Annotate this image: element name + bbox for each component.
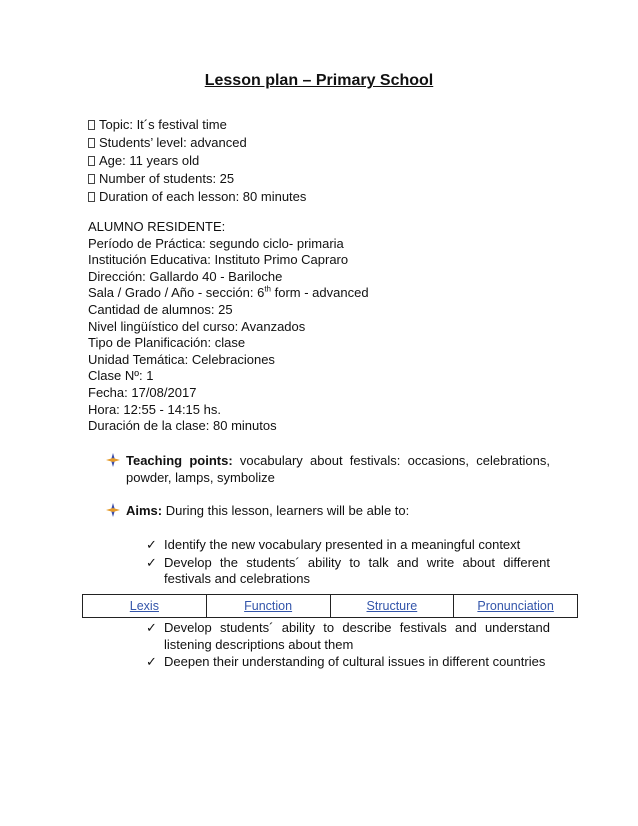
language-focus-table [82,594,578,618]
checkmark-icon: ✓ [146,537,157,552]
table-header-lexis: Lexis [83,595,207,618]
resident-info-block [88,219,369,435]
checkmark-icon: ✓ [146,554,157,570]
info-direccion: Dirección: Gallardo 40 - Bariloche [88,268,283,284]
info-clase: Clase Nº: 1 [88,368,154,384]
info-cantidad: Cantidad de alumnos: 25 [88,301,233,317]
missing-glyph-icon [88,156,95,166]
list-item: ✓ Deepen their understanding of cultural issues in different countries [146,654,546,669]
info-institucion: Institución Educativa: Instituto Primo Capraro [88,252,349,268]
table-header-function: Function [206,595,330,618]
aims-list-2 [146,620,550,672]
info-duracion: Duración de la clase: 80 minutos [88,418,277,434]
info-header: ALUMNO RESIDENTE: [88,219,226,234]
page-title: Lesson plan – Primary School [204,72,434,89]
list-item: ✓ Develop students´ ability to describe festivals and understand listening descriptions about them [146,620,550,652]
list-item: ✓ Identify the new vocabulary presented in a meaningful context [146,537,521,552]
teaching-points-text: vocabulary about festivals: occasions, celebrations, powder, lamps, symbolize [126,453,550,485]
missing-glyph-icon [88,120,95,130]
list-item: Duration of each lesson: 80 minutes [88,188,306,206]
table-row [83,595,578,618]
checkmark-icon: ✓ [146,654,157,669]
arrow-bullet-icon [106,503,120,517]
checkmark-icon: ✓ [146,620,157,635]
missing-glyph-icon [88,174,95,184]
info-tipo: Tipo de Planificación: clase [88,335,246,351]
table-header-structure: Structure [330,595,454,618]
list-item: Students’ level: advanced [88,134,306,152]
list-item: ✓ Develop the students´ ability to talk and write about different festivals and celebrations [146,554,550,586]
info-unidad: Unidad Temática: Celebraciones [88,351,275,367]
aims-list-1 [146,537,550,589]
teaching-points [106,452,550,486]
teaching-points-label: Teaching points: [126,453,233,468]
aims-text: During this lesson, learners will be able to: [162,503,410,518]
missing-glyph-icon [88,138,95,148]
info-hora: Hora: 12:55 - 14:15 hs. [88,401,221,417]
list-item: Number of students: 25 [88,170,306,188]
aims-label: Aims: [126,503,163,518]
info-sala: Sala / Grado / Año - sección: 6th form - advanced [88,285,369,301]
info-periodo: Período de Práctica: segundo ciclo- primaria [88,235,344,251]
summary-bullet-list [88,116,306,206]
info-fecha: Fecha: 17/08/2017 [88,384,197,400]
list-item: Topic: It´s festival time [88,116,306,134]
arrow-bullet-icon [106,453,120,467]
info-nivel: Nivel lingüístico del curso: Avanzados [88,318,306,334]
list-item: Age: 11 years old [88,152,306,170]
missing-glyph-icon [88,192,95,202]
table-header-pronunciation: Pronunciation [454,595,578,618]
aims [106,502,550,519]
